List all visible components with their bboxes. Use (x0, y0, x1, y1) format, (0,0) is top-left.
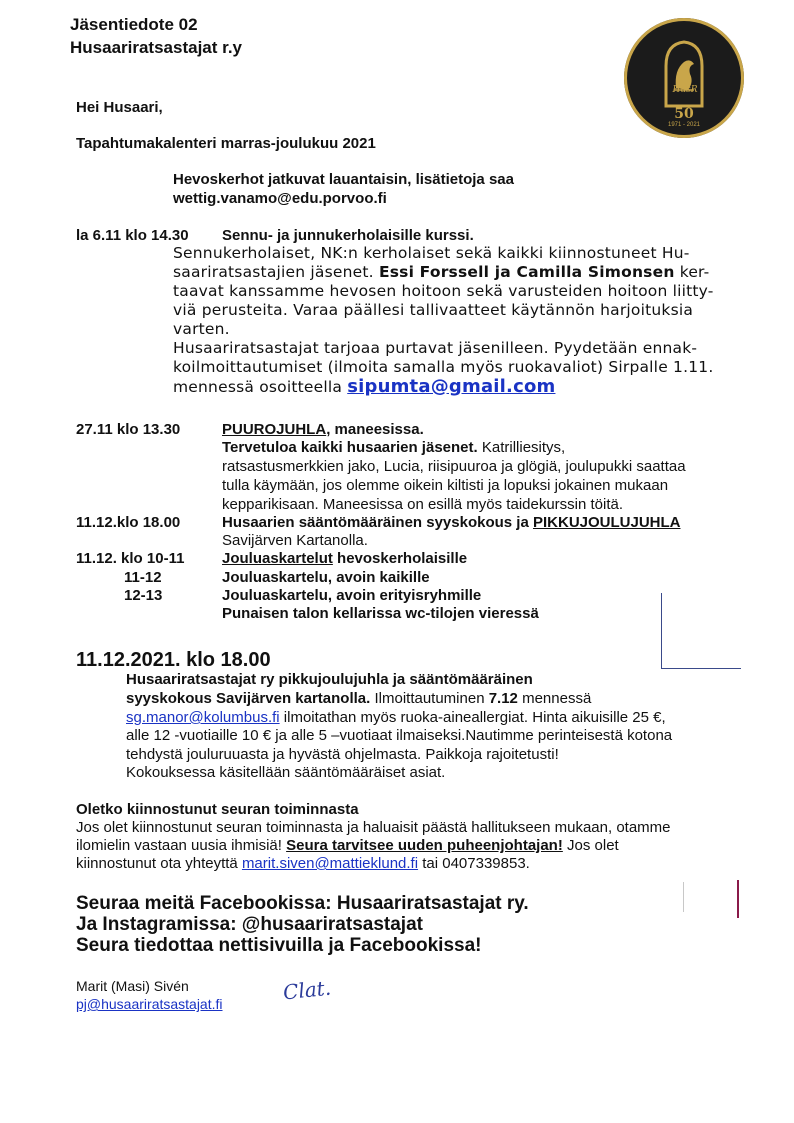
event1-text-3: taavat kanssamme hevosen hoitoon sekä varusteiden hoitoon liitty- (173, 282, 714, 300)
event1-text-1: Sennukerholaiset, NK:n kerholaiset sekä kaikki kiinnostuneet Hu- (173, 244, 690, 262)
social-web: Seura tiedottaa nettisivuilla ja Facebookissa! (76, 935, 482, 956)
pikkujoulu-text-2b: Ilmoittautuminen (370, 690, 489, 707)
event3-title-b: PIKKUJOULUJUHLA (532, 514, 681, 531)
event1-text-8a: mennessä osoitteella (173, 378, 348, 396)
event1-text-6: Husaariratsastajat tarjoaa purtavat jäsenilleen. Pyydetään ennak- (173, 339, 698, 357)
event1-text-2a: saariratsastajien jäsenet. (173, 263, 379, 281)
event1-instructors: Essi Forssell ja Camilla Simonsen (378, 263, 675, 281)
interest-text-1: Jos olet kiinnostunut seuran toiminnasta ja haluaisit päästä hallitukseen mukaan, otamme (76, 819, 671, 836)
logo-monogram: HusR (672, 85, 698, 95)
signature-email-link[interactable]: pj@husaariratsastajat.fi (76, 996, 223, 1012)
event1-title: Sennu- ja junnukerholaisille kurssi. (222, 227, 474, 244)
document-title: Jäsentiedote 02 (70, 15, 198, 34)
event4-text-2: Jouluaskartelu, avoin kaikille (222, 569, 430, 586)
event2-text-3: tulla käymään, jos olemme oikein kiltisti ja lopuksi jokainen mukaan (222, 477, 669, 494)
event4-title (222, 549, 467, 568)
greeting: Hei Husaari, (76, 99, 163, 116)
pikkujoulu-text-3 (126, 708, 666, 727)
event2-welcome: Tervetuloa kaikki husaarien jäsenet. (222, 439, 478, 456)
event1-text-8 (173, 377, 555, 397)
decorative-mark-red (737, 880, 739, 918)
event1-email-link[interactable]: sipumta@gmail.com (347, 376, 556, 397)
decorative-mark-grey (683, 882, 684, 912)
interest-text-2 (76, 836, 619, 855)
hevoskerhot-email: wettig.vanamo@edu.porvoo.fi (173, 190, 387, 207)
interest-email-link[interactable]: marit.siven@mattieklund.fi (241, 855, 419, 872)
pikkujoulu-text-1: Husaariratsastajat ry pikkujoulujuhla ja sääntömääräinen (126, 671, 533, 688)
pikkujoulu-text-2d: mennessä (517, 690, 592, 707)
pikkujoulu-email-link[interactable]: sg.manor@kolumbus.fi (126, 709, 280, 726)
decorative-line-horizontal (661, 668, 741, 669)
event4-title-a: Jouluaskartelut (222, 550, 333, 567)
event3-title-a: Husaarien sääntömääräinen syyskokous ja (222, 514, 533, 531)
pikkujoulu-deadline: 7.12 (488, 690, 518, 707)
pikkujoulu-text-2 (126, 689, 591, 708)
interest-text-3a: kiinnostunut ota yhteyttä (76, 855, 242, 872)
event4-time-2: 11-12 (124, 569, 162, 586)
event4-text-3: Jouluaskartelu, avoin erityisryhmille (222, 587, 482, 604)
event4-time-3: 12-13 (124, 587, 163, 604)
event1-text-5: varten. (173, 320, 230, 338)
interest-text-2c: Jos olet (562, 837, 619, 854)
event2-text-4: kepparikisaan. Maneesissa on esillä myös taidekurssin töitä. (222, 496, 624, 513)
event2-text-1 (222, 438, 565, 457)
club-logo (624, 18, 744, 138)
pikkujoulu-text-4: alle 12 -vuotiaille 10 € ja alle 5 –vuotiaat ilmaiseksi.Nautimme perinteisestä kotona (126, 727, 673, 744)
pikkujoulu-text-6: Kokouksessa käsitellään sääntömääräiset asiat. (126, 764, 446, 781)
event1-text-2 (173, 263, 709, 282)
social-facebook: Seuraa meitä Facebookissa: Husaariratsastajat ry. (76, 893, 529, 914)
interest-heading: Oletko kiinnostunut seuran toiminnasta (76, 801, 359, 818)
social-instagram: Ja Instagramissa: @husaariratsastajat (76, 914, 423, 935)
event3-text-1: Savijärven Kartanolla. (222, 532, 368, 549)
logo-anniversary: 50 (674, 106, 694, 122)
interest-text-3b: tai 0407339853. (418, 855, 530, 872)
pikkujoulu-text-3b: ilmoitathan myös ruoka-aineallergiat. Hinta aikuisille 25 €, (279, 709, 666, 726)
interest-chair-needed: Seura tarvitsee uuden puheenjohtajan! (286, 837, 563, 854)
org-name: Husaariratsastajat r.y (70, 38, 242, 57)
event1-text-4: viä perusteita. Varaa päällesi tallivaatteet käytännön harjoituksia (173, 301, 694, 319)
interest-text-3 (76, 854, 530, 873)
event2-title-main: PUUROJUHLA (222, 421, 327, 438)
pikkujoulu-heading: 11.12.2021. klo 18.00 (76, 649, 271, 671)
decorative-line-vertical (661, 593, 662, 668)
logo-years: 1971 - 2021 (667, 122, 701, 128)
pikkujoulu-text-5: tehdystä jouluruuasta ja hyvästä ohjelmasta. Paikkoja rajoitetusti! (126, 746, 559, 763)
event4-date: 11.12. klo 10-11 (76, 550, 185, 567)
event3-title (222, 513, 681, 532)
event2-title-rest: , maneesissa. (326, 421, 424, 438)
event1-date: la 6.11 klo 14.30 (76, 227, 189, 244)
hevoskerhot-line1: Hevoskerhot jatkuvat lauantaisin, lisätietoja saa (173, 171, 514, 188)
event1-text-7: koilmoittautumiset (ilmoita samalla myös ruokavaliot) Sirpalle 1.11. (173, 358, 714, 376)
event2-date: 27.11 klo 13.30 (76, 421, 181, 438)
signature-name: Marit (Masi) Sivén (76, 978, 189, 994)
pikkujoulu-text-2a: syyskokous Savijärven kartanolla. (126, 690, 371, 707)
event4-title-b: hevoskerholaisille (332, 550, 468, 567)
event2-text-2: ratsastusmerkkien jako, Lucia, riisipuuroa ja glögiä, joulupukki saattaa (222, 458, 686, 475)
signature-email[interactable] (76, 995, 223, 1014)
event2-title (222, 420, 424, 439)
interest-text-2a: ilomielin vastaan uusia ihmisiä! (76, 837, 287, 854)
event2-text-1b: Katrilliesitys, (477, 439, 566, 456)
calendar-title: Tapahtumakalenteri marras-joulukuu 2021 (76, 135, 376, 152)
event3-date: 11.12.klo 18.00 (76, 514, 181, 531)
event4-location: Punaisen talon kellarissa wc-tilojen vieressä (222, 605, 539, 622)
handwritten-signature: Clat. (281, 975, 333, 1005)
event1-text-2c: ker- (674, 263, 710, 281)
